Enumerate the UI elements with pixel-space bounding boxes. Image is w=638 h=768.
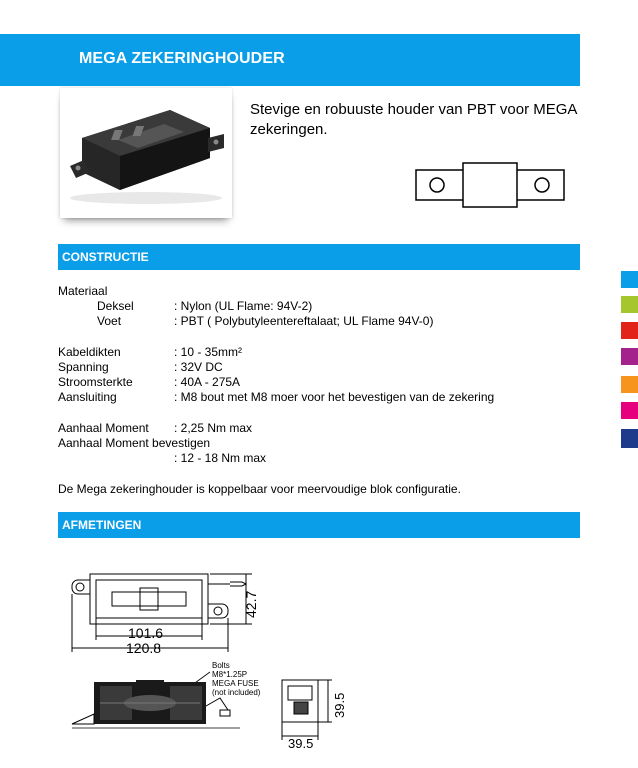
- fuse-icon: [415, 162, 565, 208]
- dim-height-label: 42.7: [243, 590, 259, 618]
- palette-swatch: [621, 402, 638, 419]
- spec-label: Kabeldikten: [58, 345, 121, 359]
- dimension-drawing: [60, 560, 360, 750]
- section-constructie: [58, 244, 580, 270]
- palette-swatch: [621, 322, 638, 339]
- spec-label: Materiaal: [58, 284, 108, 298]
- spec-label: Aanhaal Moment bevestigen: [58, 436, 211, 450]
- callout-not-included: (not included): [212, 688, 261, 697]
- page-title: MEGA ZEKERINGHOUDER: [79, 50, 285, 67]
- spec-label: Voet: [97, 314, 122, 328]
- spec-label: Aanhaal Moment: [58, 421, 149, 435]
- callout-fuse: MEGA FUSE: [212, 679, 259, 688]
- product-photo: [60, 88, 232, 218]
- spec-label: Spanning: [58, 360, 109, 374]
- palette-swatch: [621, 376, 638, 393]
- dim-outer-width-label: 120.8: [126, 640, 162, 656]
- palette-swatch: [621, 296, 638, 313]
- section-title: AFMETINGEN: [62, 518, 142, 532]
- spec-label: Stroomsterkte: [58, 375, 133, 389]
- title-bar: [0, 34, 580, 86]
- section-title: CONSTRUCTIE: [62, 250, 149, 264]
- spec-value: : PBT ( Polybutyleentereftalaat; UL Flame 94V-0): [174, 314, 434, 328]
- spec-value: : M8 bout met M8 moer voor het bevestigen van de zekering: [174, 390, 495, 404]
- palette-swatch: [621, 429, 638, 448]
- spec-value: : 2,25 Nm max: [174, 421, 253, 435]
- intro-text: Stevige en robuuste houder van PBT voor MEGA zekeringen.: [250, 101, 577, 138]
- spec-value: : Nylon (UL Flame: 94V-2): [174, 299, 313, 313]
- section-afmetingen: [58, 512, 580, 538]
- palette-swatch: [621, 271, 638, 288]
- spec-value: : 32V DC: [174, 360, 223, 374]
- configuration-note: De Mega zekeringhouder is koppelbaar voor meervoudige blok configuratie.: [58, 482, 461, 496]
- dim-side-width-label: 39.5: [288, 736, 314, 750]
- spec-value: : 40A - 275A: [174, 375, 241, 389]
- spec-value: : 10 - 35mm²: [174, 345, 243, 359]
- callout-bolts: Bolts: [212, 661, 230, 670]
- spec-label: Deksel: [97, 299, 134, 313]
- callout-thread: M8*1.25P: [212, 670, 248, 679]
- palette-swatch: [621, 348, 638, 365]
- side-view: [282, 680, 332, 740]
- spec-value: : 12 - 18 Nm max: [174, 451, 267, 465]
- dim-inner-width-label: 101.6: [128, 625, 164, 641]
- dim-side-height-label: 39.5: [332, 692, 347, 718]
- spec-label: Aansluiting: [58, 390, 117, 404]
